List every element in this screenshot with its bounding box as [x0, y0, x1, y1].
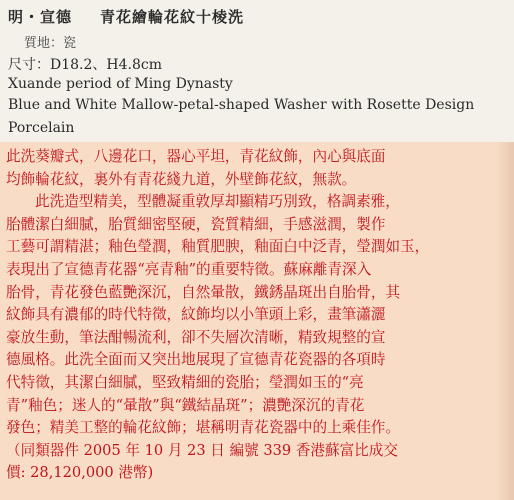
description-line: 工藝可謂精湛；釉色瑩潤，釉質肥腴，釉面白中泛青，瑩潤如玉，: [6, 238, 430, 256]
size-label: 尺寸：D18.2、H4.8cm: [8, 57, 162, 73]
description-line: 此洗造型精美，型體凝重敦厚却顯精巧別致，格調素雅，: [35, 193, 400, 211]
description-line: 發色；精美工整的輪花紋飾；堪稱明青花瓷器中的上乘佳作。: [6, 419, 401, 437]
description-line: 德風格。此洗全面而又突出地展現了宣德青花瓷器的各項時: [6, 351, 386, 369]
description-line: 紋飾具有濃郁的時代特徵，紋飾均以小筆頭上彩，畫筆瀟灑: [6, 306, 386, 324]
description-text: [6, 146, 506, 485]
dynasty-label: 明・宣德: [8, 8, 73, 26]
description-line: 胎骨，青花發色藍艷深沉，自然暈散，鐵銹晶斑出自胎骨，其: [6, 283, 401, 301]
description-line: 此洗葵瓣式，八邊花口，器心平坦，青花紋飾，內心與底面: [6, 148, 386, 165]
description-panel: [0, 142, 514, 500]
description-line: 青”釉色；迷人的“暈散”與“鐵結晶斑”；濃艷深沉的青花: [6, 396, 365, 414]
material-label: 質地：瓷: [24, 36, 77, 51]
description-line: 均飾輪花紋，裏外有青花綫九道，外壁飾花紋，無款。: [6, 170, 357, 188]
english-title: Blue and White Mallow-petal-shaped Washer with Rosette Design: [8, 97, 475, 113]
english-period: Xuande period of Ming Dynasty: [8, 76, 233, 92]
description-line: 表現出了宣德青花器“亮青釉”的重要特徵。蘇麻離青深入: [6, 260, 372, 278]
description-line: 價: 28,120,000 港幣): [6, 464, 154, 482]
object-name: 青花繪輪花紋十棱洗: [100, 8, 245, 26]
description-line: 胎體潔白細膩，胎質細密堅硬，瓷質精細，手感滋潤，製作: [6, 215, 386, 233]
catalog-title: [8, 6, 244, 27]
description-line: （同類器件 2005 年 10 月 23 日 編號 339 香港蘇富比成交: [6, 441, 398, 459]
description-line: 豪放生動，筆法酣暢流利，卻不失層次清晰，精致規整的宣: [6, 328, 386, 346]
catalog-header: [0, 0, 514, 142]
description-line: 代特徵，其潔白細膩，堅致精細的瓷胎；瑩潤如玉的“亮: [6, 373, 364, 391]
page-edge-shadow: [496, 142, 514, 500]
english-material: Porcelain: [8, 120, 75, 136]
